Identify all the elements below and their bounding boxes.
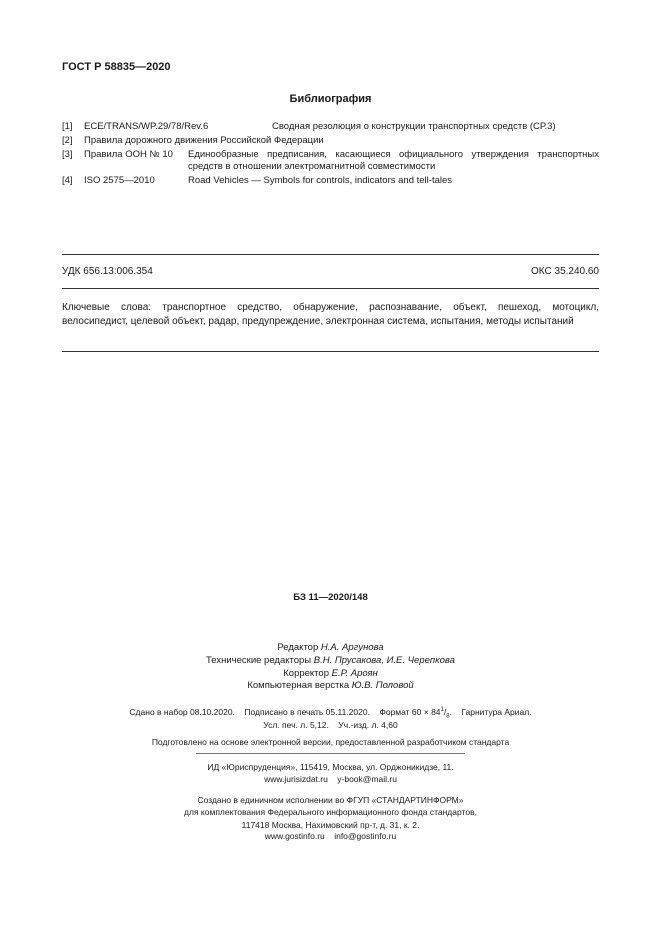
bib-item-number: [2]: [62, 135, 73, 146]
bib-item-number: [1]: [62, 121, 73, 132]
print-info-line2: Усл. печ. л. 5,12. Уч.-изд. л. 4,60: [263, 720, 398, 730]
divider-short: [196, 753, 465, 754]
layout-label: Компьютерная верстка: [247, 680, 350, 691]
editor-label: Редактор: [277, 642, 319, 653]
bib-item-text-cont: средств в отношении электромагнитной совместимости: [188, 161, 436, 172]
bib-item-code: Правила ООН № 10: [84, 149, 173, 160]
tech-editors-line: [0, 655, 661, 666]
corrector-label: Корректор: [283, 668, 329, 679]
bib-item-text: Road Vehicles — Symbols for controls, indicators and tell-tales: [188, 175, 453, 186]
bib-item-text: Единообразные предписания, касающиеся официального утверждения транспортных: [188, 149, 599, 160]
bz-number: БЗ 11—2020/148: [293, 592, 368, 603]
standard-id: ГОСТ Р 58835—2020: [62, 61, 171, 73]
publisher-line2: www.jurisizdat.ru y-book@mail.ru: [264, 774, 397, 784]
created-line2: для комплектования Федерального информационного фонда стандартов,: [184, 807, 477, 817]
corrector-name: Е.Р. Ароян: [331, 668, 378, 679]
divider: [62, 351, 599, 352]
tech-editors-names: В.Н. Прусакова, И.Е. Черепкова: [313, 655, 455, 666]
udk-code: УДК 656.13:006.354: [62, 266, 153, 277]
layout-name: Ю.В. Половой: [351, 680, 414, 691]
print-info-text: Сдано в набор 08.10.2020. Подписано в печать 05.11.2020. Формат 60 × 84: [129, 707, 441, 717]
tech-editors-label: Технические редакторы: [206, 655, 312, 666]
publisher-line1: ИД «Юриспруденция», 115419, Москва, ул. Орджоникидзе, 11.: [207, 762, 454, 772]
created-line3: 117418 Москва, Нахимовский пр-т, д. 31, к. 2.: [241, 820, 420, 830]
divider: [62, 254, 599, 255]
bib-item-code: ISO 2575—2010: [84, 175, 155, 186]
oks-code: ОКС 35.240.60: [531, 266, 599, 277]
format-numerator: 1: [440, 707, 444, 714]
bib-item-number: [3]: [62, 149, 73, 160]
editor-name: Н.А. Аргунова: [320, 642, 384, 653]
bibliography-title: Библиография: [289, 93, 372, 105]
bib-item-code: ECE/TRANS/WP.29/78/Rev.6: [84, 121, 209, 132]
print-info-line1: Сдано в набор 08.10.2020. Подписано в печать 05.11.2020. Формат $60 \times 84^1/_8$. Гарнитура Ариал.: [129, 707, 532, 720]
editor-line: [0, 642, 661, 653]
keywords: Ключевые слова: транспортное средство, обнаружение, распознавание, объект, пешеход, мотоцикл, велосипедист, целевой объект, радар, предупреждение, электронная система, испытания, методы испытаний: [62, 302, 599, 327]
format-denominator: 8: [446, 713, 450, 720]
layout-line: [0, 680, 661, 691]
divider: [62, 288, 599, 289]
created-line1: Создано в единичном исполнении во ФГУП «СТАНДАРТИНФОРМ»: [197, 795, 464, 805]
print-info-text-end: . Гарнитура Ариал.: [449, 707, 532, 717]
corrector-line: [0, 668, 661, 679]
bib-item-number: [4]: [62, 175, 73, 186]
bib-item-code: Правила дорожного движения Российской Федерации: [84, 135, 324, 146]
prepared-note: Подготовлено на основе электронной версии, предоставленной разработчиком стандарта: [151, 737, 510, 747]
bib-item-text: Сводная резолюция о конструкции транспортных средств (СР.3): [272, 121, 556, 132]
created-line4: www.gostinfo.ru info@gostinfo.ru: [264, 831, 397, 841]
